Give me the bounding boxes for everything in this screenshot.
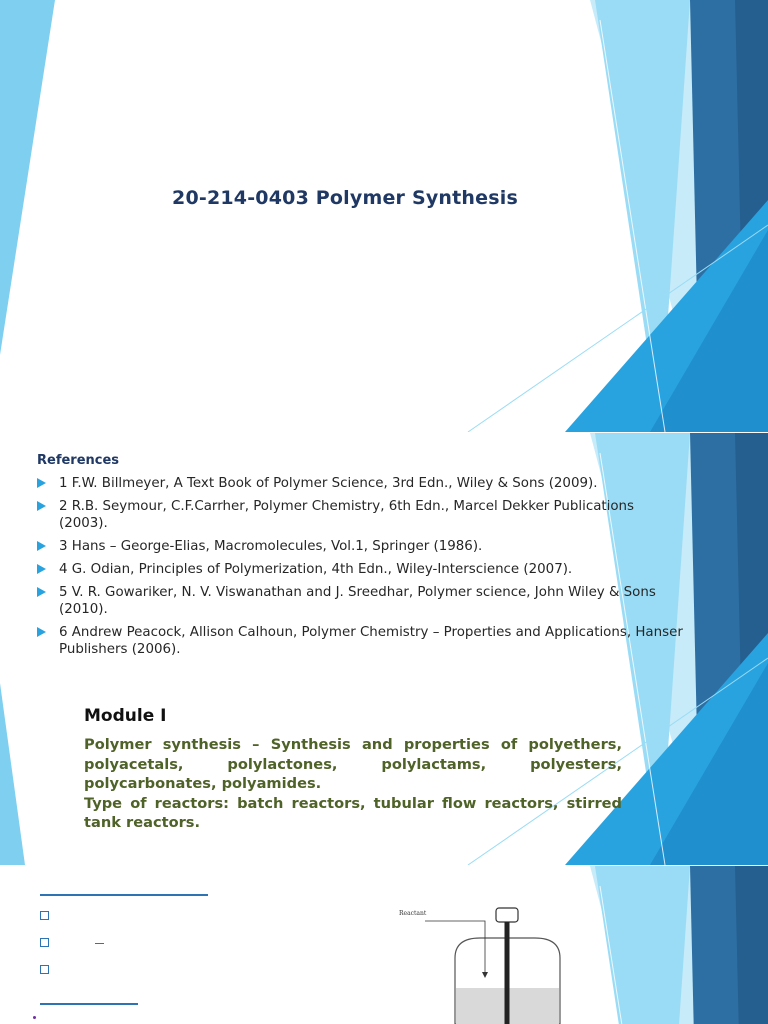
reference-text: 3 Hans – George-Elias, Macromolecules, Vol.1, Springer (1986). bbox=[59, 539, 483, 554]
slide-title bbox=[0, 0, 768, 432]
slide-references bbox=[0, 433, 768, 865]
reactant-label: Reactant bbox=[399, 910, 427, 917]
motor-icon bbox=[496, 908, 518, 922]
reference-item bbox=[37, 561, 687, 578]
reference-text: 6 Andrew Peacock, Allison Calhoun, Polymer Chemistry – Properties and Applications, Hanser Publishers (2006). bbox=[59, 625, 683, 657]
arrow-bullet-icon bbox=[37, 587, 46, 597]
reference-text: 5 V. R. Gowariker, N. V. Viswanathan and J. Sreedhar, Polymer science, John Wiley & Sons (2010). bbox=[59, 585, 656, 617]
slide-title-text: 20-214-0403 Polymer Synthesis bbox=[172, 187, 518, 209]
arrow-bullet-icon bbox=[37, 541, 46, 551]
darkest-blue-strip bbox=[735, 866, 768, 1024]
slide-partial bbox=[0, 866, 768, 1024]
reference-item bbox=[37, 498, 687, 532]
reference-item bbox=[37, 538, 687, 555]
arrow-bullet-icon bbox=[37, 478, 46, 488]
references-list bbox=[37, 475, 687, 664]
reference-item bbox=[37, 584, 687, 618]
dash-mark bbox=[95, 943, 104, 944]
left-accent-triangle bbox=[0, 683, 25, 865]
reference-item bbox=[37, 475, 687, 492]
references-heading: References bbox=[37, 453, 120, 468]
reference-item bbox=[37, 624, 687, 658]
slide-decoration bbox=[0, 866, 768, 1024]
bullet-dot bbox=[33, 1016, 36, 1019]
module-reactors: Type of reactors: batch reactors, tubular flow reactors, stirred tank reactors. bbox=[84, 794, 622, 831]
left-accent-triangle bbox=[0, 0, 55, 355]
arrow-bullet-icon bbox=[37, 501, 46, 511]
checkbox-bullet-icon bbox=[40, 911, 49, 920]
module-description bbox=[84, 735, 622, 833]
reactor-diagram bbox=[385, 896, 570, 1024]
heading-underline bbox=[40, 894, 208, 896]
heading-underline bbox=[40, 1003, 138, 1005]
module-title: Module I bbox=[84, 706, 167, 726]
checkbox-bullet-icon bbox=[40, 965, 49, 974]
arrow-bullet-icon bbox=[37, 564, 46, 574]
reference-text: 2 R.B. Seymour, C.F.Carrher, Polymer Chemistry, 6th Edn., Marcel Dekker Publications (2003). bbox=[59, 499, 635, 531]
reference-text: 4 G. Odian, Principles of Polymerization, 4th Edn., Wiley-Interscience (2007). bbox=[59, 562, 573, 577]
slide-decoration bbox=[0, 0, 768, 432]
checkbox-bullet-icon bbox=[40, 938, 49, 947]
module-topics: Polymer synthesis – Synthesis and properties of polyethers, polyacetals, polylactones, polylactams, polyesters, polycarbonates, polyamides. bbox=[84, 736, 622, 792]
reference-text: 1 F.W. Billmeyer, A Text Book of Polymer Science, 3rd Edn., Wiley & Sons (2009). bbox=[59, 476, 598, 491]
arrow-bullet-icon bbox=[37, 627, 46, 637]
